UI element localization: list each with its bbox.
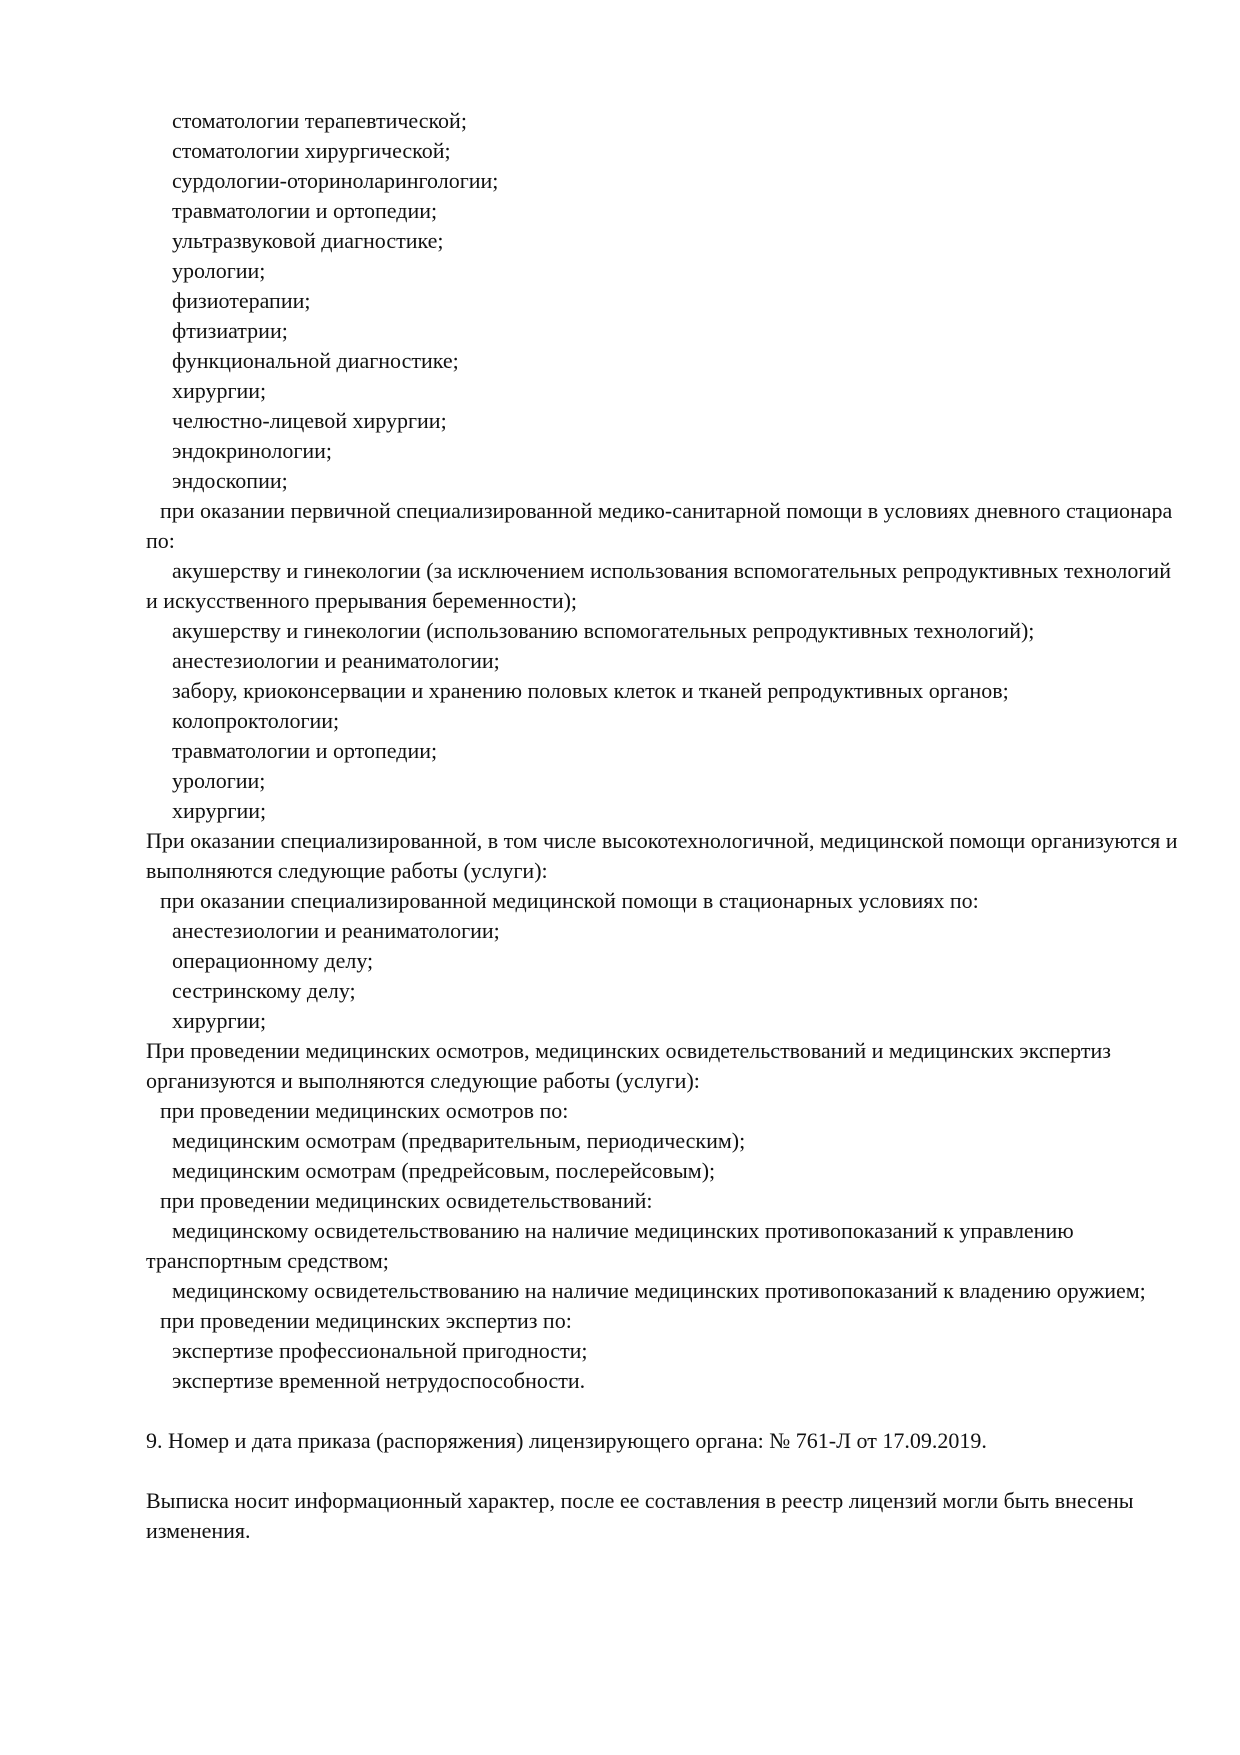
service-item: медицинскому освидетельствованию на наличие медицинских противопоказаний к владению оружием; bbox=[172, 1278, 1146, 1303]
spacer bbox=[146, 1456, 1186, 1486]
license-order-line: 9. Номер и дата приказа (распоряжения) лицензирующего органа: № 761-Л от 17.09.2019. bbox=[146, 1428, 987, 1453]
document-body bbox=[146, 106, 1186, 1546]
service-item: экспертизе профессиональной пригодности; bbox=[172, 1338, 588, 1363]
subsection-heading: при оказании специализированной медицинской помощи в стационарных условиях по: bbox=[160, 888, 979, 913]
service-item: фтизиатрии; bbox=[172, 318, 288, 343]
service-item: травматологии и ортопедии; bbox=[172, 198, 438, 223]
service-item: ультразвуковой диагностике; bbox=[172, 228, 444, 253]
service-item: акушерству и гинекологии (за исключением использования вспомогательных репродуктивных технологий и искусственного прерывания беременности); bbox=[146, 558, 1171, 613]
service-item: хирургии; bbox=[172, 378, 267, 403]
service-item: стоматологии терапевтической; bbox=[172, 108, 467, 133]
subsection-heading: при оказании первичной специализированной медико-санитарной помощи в условиях дневного стационара по: bbox=[146, 498, 1173, 553]
service-item: медицинскому освидетельствованию на наличие медицинских противопоказаний к управлению транспортным средством; bbox=[146, 1218, 1074, 1273]
spacer bbox=[146, 1396, 1186, 1426]
section-heading: При проведении медицинских осмотров, медицинских освидетельствований и медицинских экспертиз организуются и выполняются следующие работы (услуги): bbox=[146, 1038, 1111, 1093]
subsection-heading: при проведении медицинских осмотров по: bbox=[160, 1098, 569, 1123]
service-item: физиотерапии; bbox=[172, 288, 311, 313]
service-item: медицинским осмотрам (предварительным, периодическим); bbox=[172, 1128, 746, 1153]
service-item: колопроктологии; bbox=[172, 708, 340, 733]
subsection-heading: при проведении медицинских экспертиз по: bbox=[160, 1308, 572, 1333]
section-heading: При оказании специализированной, в том числе высокотехнологичной, медицинской помощи организуются и выполняются следующие работы (услуги): bbox=[146, 828, 1178, 883]
service-item: хирургии; bbox=[172, 1008, 267, 1033]
service-item: анестезиологии и реаниматологии; bbox=[172, 648, 500, 673]
service-item: травматологии и ортопедии; bbox=[172, 738, 438, 763]
service-item: операционному делу; bbox=[172, 948, 374, 973]
service-item: стоматологии хирургической; bbox=[172, 138, 451, 163]
service-item: анестезиологии и реаниматологии; bbox=[172, 918, 500, 943]
disclaimer-text: Выписка носит информационный характер, после ее составления в реестр лицензий могли быть внесены изменения. bbox=[146, 1488, 1134, 1543]
service-item: сестринскому делу; bbox=[172, 978, 356, 1003]
service-item: функциональной диагностике; bbox=[172, 348, 459, 373]
service-item: сурдологии-оториноларингологии; bbox=[172, 168, 499, 193]
service-item: челюстно-лицевой хирургии; bbox=[172, 408, 447, 433]
service-item: медицинским осмотрам (предрейсовым, послерейсовым); bbox=[172, 1158, 716, 1183]
service-item: урологии; bbox=[172, 258, 266, 283]
service-item: акушерству и гинекологии (использованию вспомогательных репродуктивных технологий); bbox=[172, 618, 1035, 643]
services-list bbox=[146, 106, 1186, 1396]
service-item: эндоскопии; bbox=[172, 468, 288, 493]
service-item: эндокринологии; bbox=[172, 438, 333, 463]
service-item: урологии; bbox=[172, 768, 266, 793]
service-item: хирургии; bbox=[172, 798, 267, 823]
service-item: забору, криоконсервации и хранению половых клеток и тканей репродуктивных органов; bbox=[172, 678, 1009, 703]
subsection-heading: при проведении медицинских освидетельствований: bbox=[160, 1188, 653, 1213]
service-item: экспертизе временной нетрудоспособности. bbox=[172, 1368, 586, 1393]
